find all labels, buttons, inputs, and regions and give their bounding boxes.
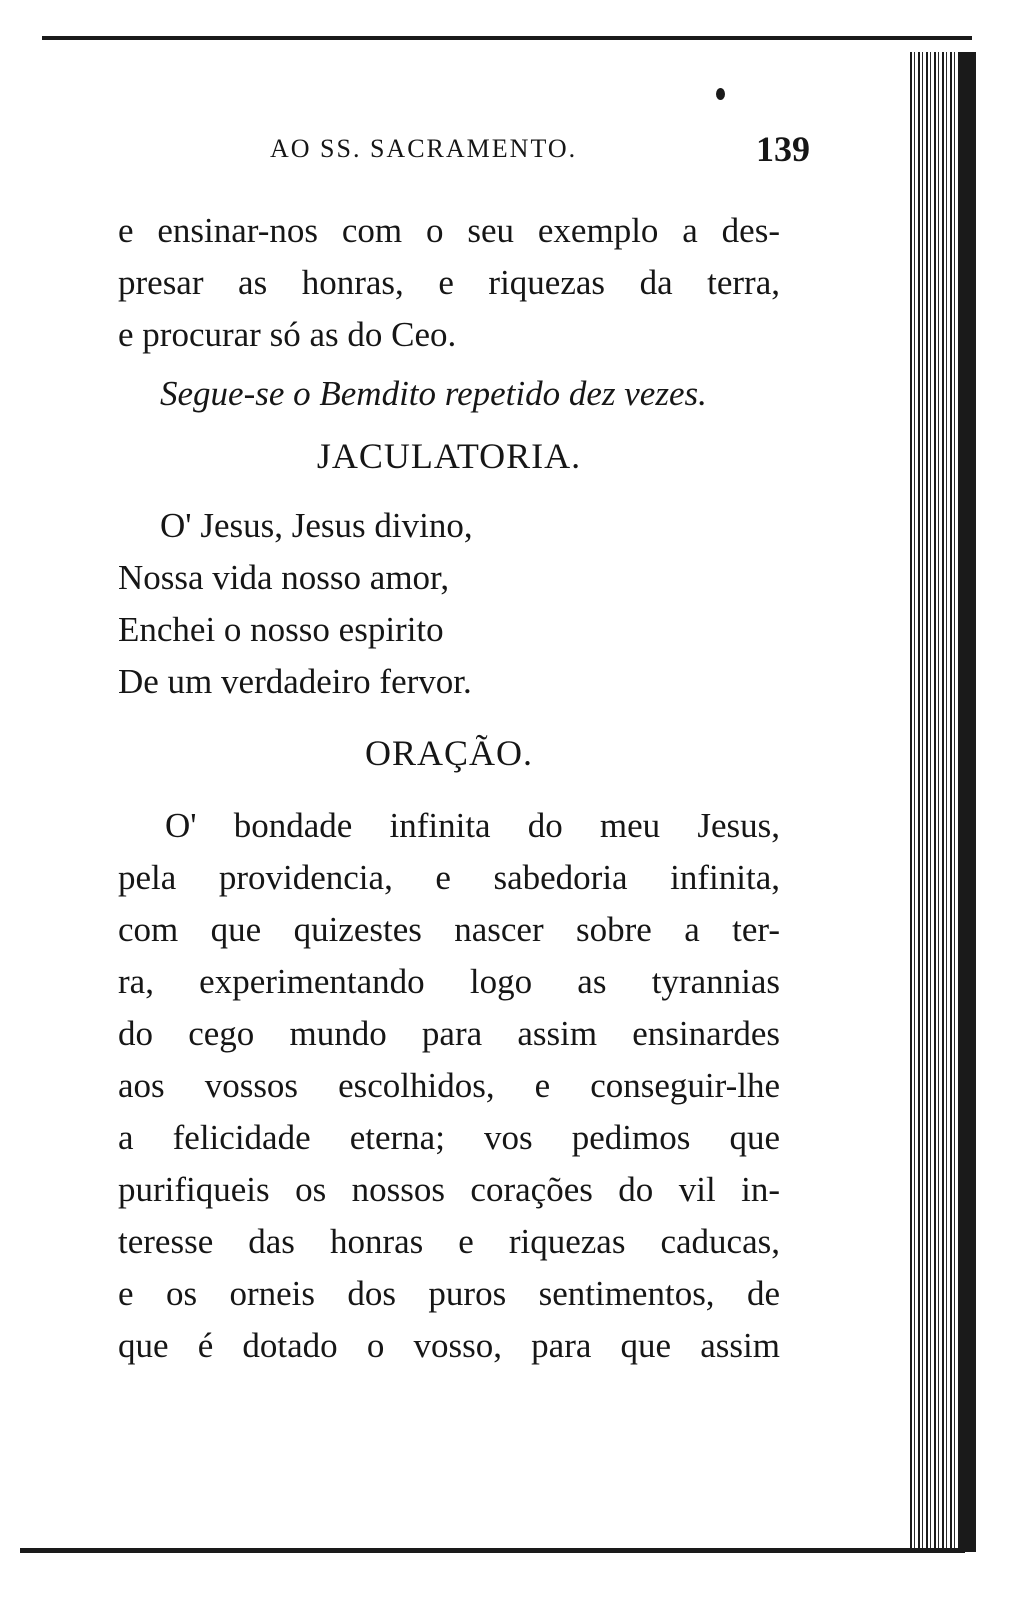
bottom-rule — [20, 1548, 965, 1553]
running-title: AO SS. SACRAMENTO. — [270, 134, 578, 163]
paragraph-line: e procurar só as do Ceo. — [118, 315, 457, 354]
prayer-line: teresse das honras e riquezas caducas, — [118, 1222, 780, 1261]
prayer-line: O' bondade infinita do meu Jesus, — [165, 806, 780, 845]
prayer-line: ra, experimentando logo as tyrannias — [118, 962, 780, 1001]
paragraph-line: e ensinar-nos com o seu exemplo a des- — [118, 211, 780, 250]
jaculatoria-heading: JACULATORIA. — [316, 436, 582, 476]
oracao-heading: ORAÇÃO. — [364, 733, 533, 773]
prayer-line: do cego mundo para assim ensinardes — [118, 1014, 780, 1053]
verse-line: O' Jesus, Jesus divino, — [160, 506, 473, 545]
prayer-line: purifiqueis os nossos corações do vil in- — [118, 1170, 780, 1209]
prayer-line: e os orneis dos puros sentimentos, de — [118, 1274, 780, 1313]
prayer-line: a felicidade eterna; vos pedimos que — [118, 1118, 780, 1157]
prayer-line: que é dotado o vosso, para que assim — [118, 1326, 780, 1365]
verse-line: De um verdadeiro fervor. — [118, 662, 472, 701]
top-rule — [42, 36, 972, 40]
prayer-line: com que quizestes nascer sobre a ter- — [118, 910, 780, 949]
prayer-line: aos vossos escolhidos, e conseguir-lhe — [118, 1066, 780, 1105]
running-header — [270, 130, 810, 170]
paragraph-line: presar as honras, e riquezas da terra, — [118, 263, 780, 302]
verse-line: Nossa vida nosso amor, — [118, 558, 450, 597]
rubric: Segue-se o Bemdito repetido dez vezes. — [160, 374, 707, 413]
verse-line: Enchei o nosso espirito — [118, 610, 444, 649]
ink-speck — [716, 88, 725, 100]
page-number: 139 — [756, 129, 810, 169]
page-edge-dark — [960, 52, 974, 1552]
prayer-line: pela providencia, e sabedoria infinita, — [118, 858, 780, 897]
